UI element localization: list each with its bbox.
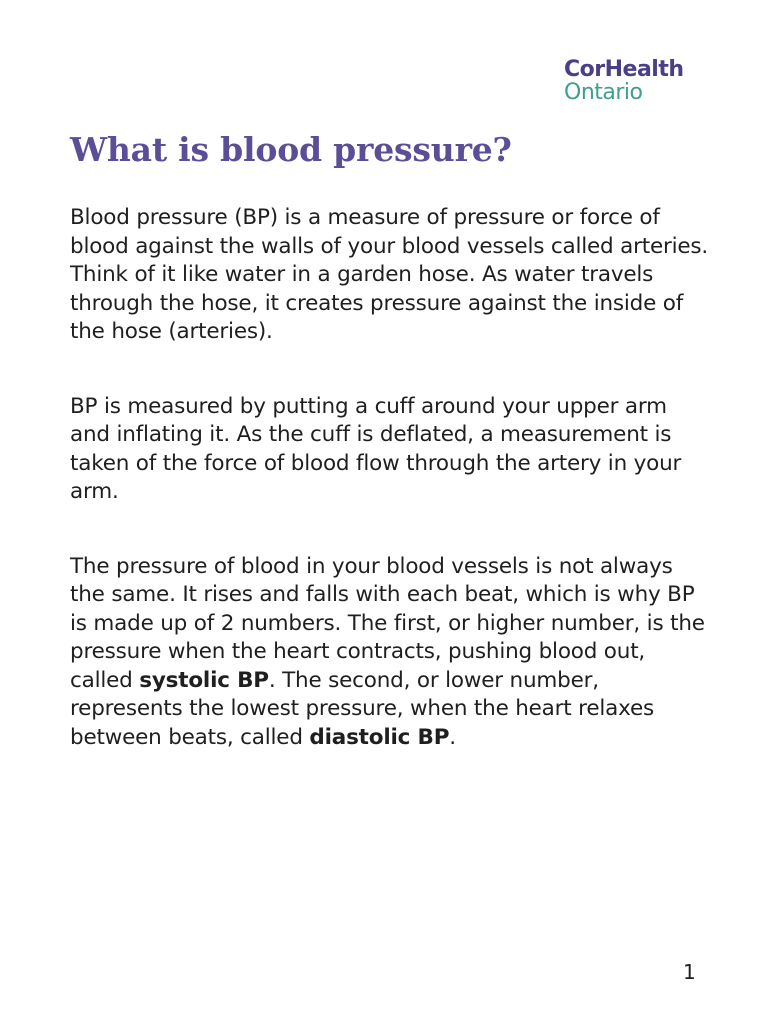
logo-line-corhealth: CorHealth — [564, 57, 684, 82]
term-diastolic-bp: diastolic BP — [309, 724, 450, 750]
paragraph-text: . — [449, 724, 456, 750]
page-title: What is blood pressure? — [70, 130, 512, 169]
paragraph-bp-numbers — [70, 553, 710, 753]
paragraph-text: The pressure of blood in your blood vessels is not always the same. It rises and falls with each beat, which is why BP is made up of 2 numbers. The first, or higher number, is the pressure when the heart contracts, pushing blood out, called — [70, 553, 705, 693]
term-systolic-bp: systolic BP — [139, 667, 269, 693]
body-content — [70, 204, 710, 798]
paragraph-bp-definition: Blood pressure (BP) is a measure of pressure or force of blood against the walls of your blood vessels called arteries. Think of it like water in a garden hose. As water travels through the hose, it creates pressure against the inside of the hose (arteries). — [70, 205, 709, 344]
paragraph-bp-measurement: BP is measured by putting a cuff around your upper arm and inflating it. As the cuff is deflated, a measurement is taken of the force of blood flow through the artery in your arm. — [70, 393, 682, 504]
paragraph-text: . The second, or lower number, represents the lowest pressure, when the heart relaxes between beats, called — [70, 667, 654, 750]
corhealth-logo — [564, 58, 684, 104]
page-number: 1 — [683, 960, 696, 984]
logo-line-ontario: Ontario — [564, 80, 643, 105]
